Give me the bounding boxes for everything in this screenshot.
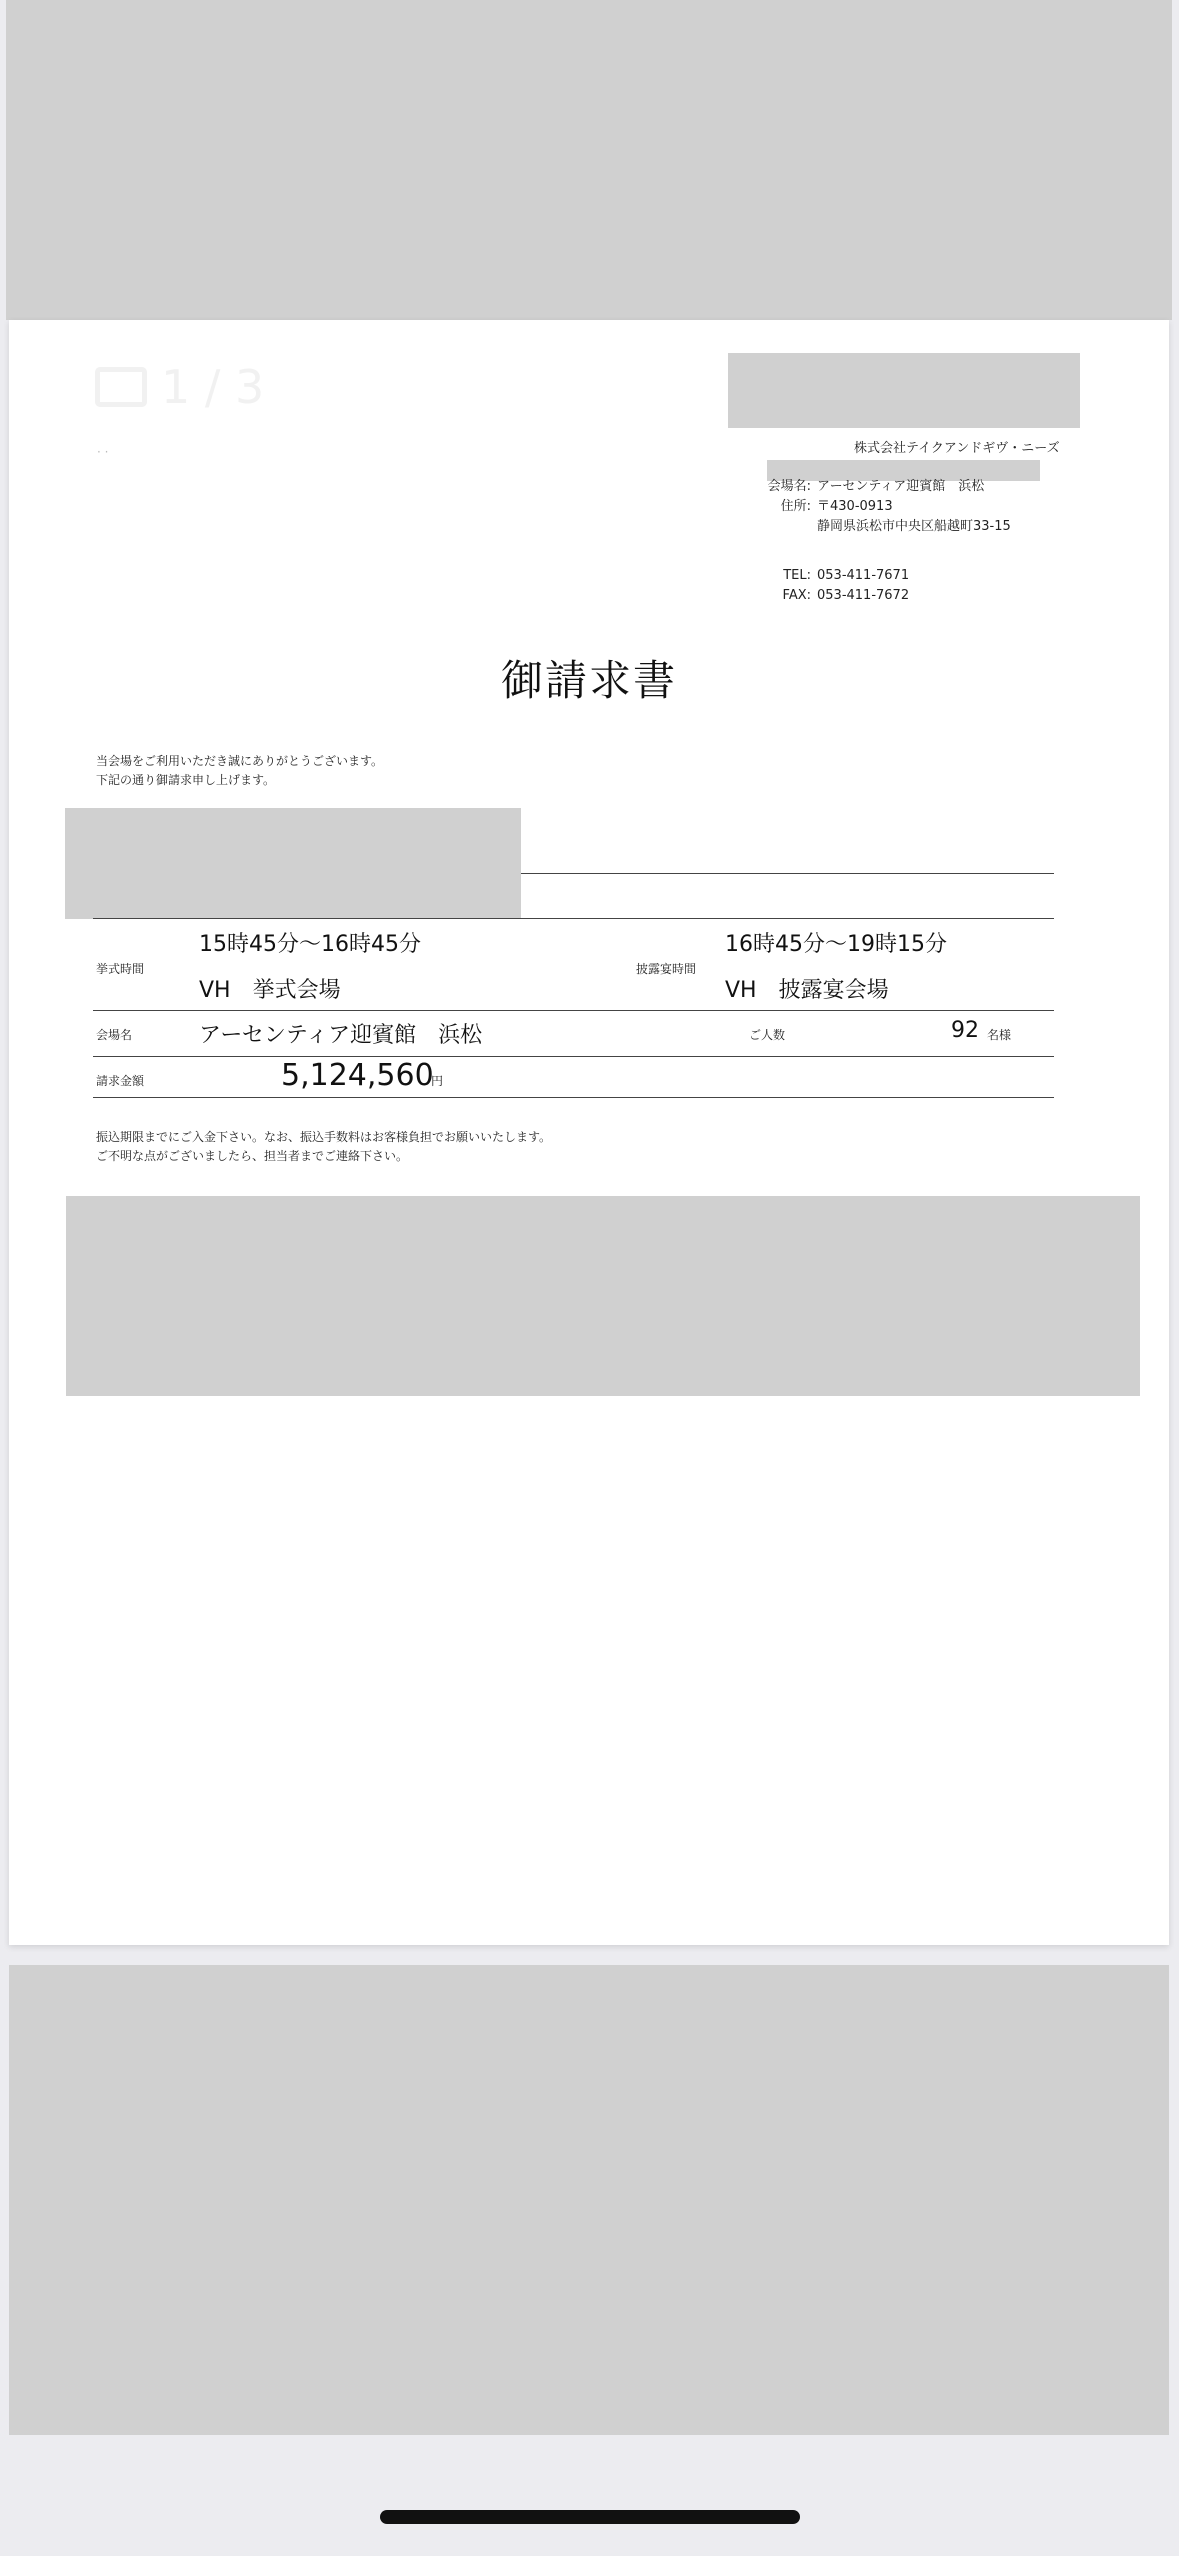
ceremony-time: 15時45分〜16時45分: [199, 932, 421, 957]
document-title: 御請求書: [500, 656, 677, 705]
fax-value: 053-411-7672: [817, 588, 910, 600]
venue-name-label: 会場名: [96, 1028, 133, 1042]
greeting-line-2: 下記の通り御請求申し上げます。: [96, 773, 276, 787]
fax-label: FAX:: [782, 588, 811, 600]
guests-count: 92: [951, 1018, 979, 1043]
postal-code: 〒430-0913: [817, 499, 893, 514]
invoice-page[interactable]: [9, 320, 1169, 1945]
ceremony-time-label: 挙式時間: [96, 962, 145, 976]
redacted-bank-details: [66, 1196, 1140, 1396]
company-name: 株式会社テイクアンドギヴ・ニーズ: [854, 441, 1060, 456]
redacted-logo: [728, 353, 1080, 428]
reception-venue: VH 披露宴会場: [725, 978, 889, 1003]
footer-note-line-1: 振込期限までにご入金下さい。なお、振込手数料はお客様負担でお願いいたします。: [96, 1130, 552, 1144]
address-label: 住所:: [780, 499, 811, 514]
amount-value: 5,124,560: [281, 1058, 434, 1093]
redacted-recipient: [65, 808, 521, 919]
table-row-line-2: [93, 1056, 1054, 1057]
venue-label: 会場名:: [767, 479, 811, 494]
contact-block: [709, 566, 909, 600]
reception-time-label: 披露宴時間: [636, 962, 697, 976]
address-value: 静岡県浜松市中央区船越町33-15: [817, 519, 1011, 534]
page-indicator: [95, 360, 264, 414]
page-indicator-text: 1 / 3: [161, 360, 265, 414]
reception-time: 16時45分〜19時15分: [725, 932, 947, 957]
table-row-line-1: [93, 1010, 1054, 1011]
pages-icon: [95, 367, 147, 407]
redacted-top-area: [6, 0, 1172, 320]
table-top-line: [93, 918, 1054, 919]
venue-name: アーセンティア迎賓館 浜松: [199, 1023, 483, 1048]
table-bottom-line: [93, 1097, 1054, 1098]
footer-note: [96, 1128, 551, 1166]
home-indicator[interactable]: [380, 2510, 800, 2524]
amount-label: 請求金額: [96, 1074, 145, 1088]
tel-label: TEL:: [783, 568, 811, 583]
greeting-line-1: 当会場をご利用いただき誠にありがとうございます。: [96, 754, 384, 768]
footer-note-line-2: ご不明な点がございましたら、担当者までご連絡下さい。: [96, 1149, 409, 1163]
greeting-text: [96, 752, 383, 790]
recipient-underline: [521, 873, 1054, 874]
ceremony-venue: VH 挙式会場: [199, 978, 341, 1003]
address-block: [709, 477, 1011, 537]
venue-value: アーセンティア迎賓館 浜松: [817, 479, 985, 494]
guests-unit: 名様: [987, 1028, 1012, 1042]
faint-marks: · ·: [97, 445, 109, 459]
redacted-next-page[interactable]: [9, 1965, 1169, 2435]
guests-label: ご人数: [749, 1028, 786, 1042]
tel-value: 053-411-7671: [817, 568, 910, 583]
amount-unit: 円: [431, 1074, 444, 1088]
